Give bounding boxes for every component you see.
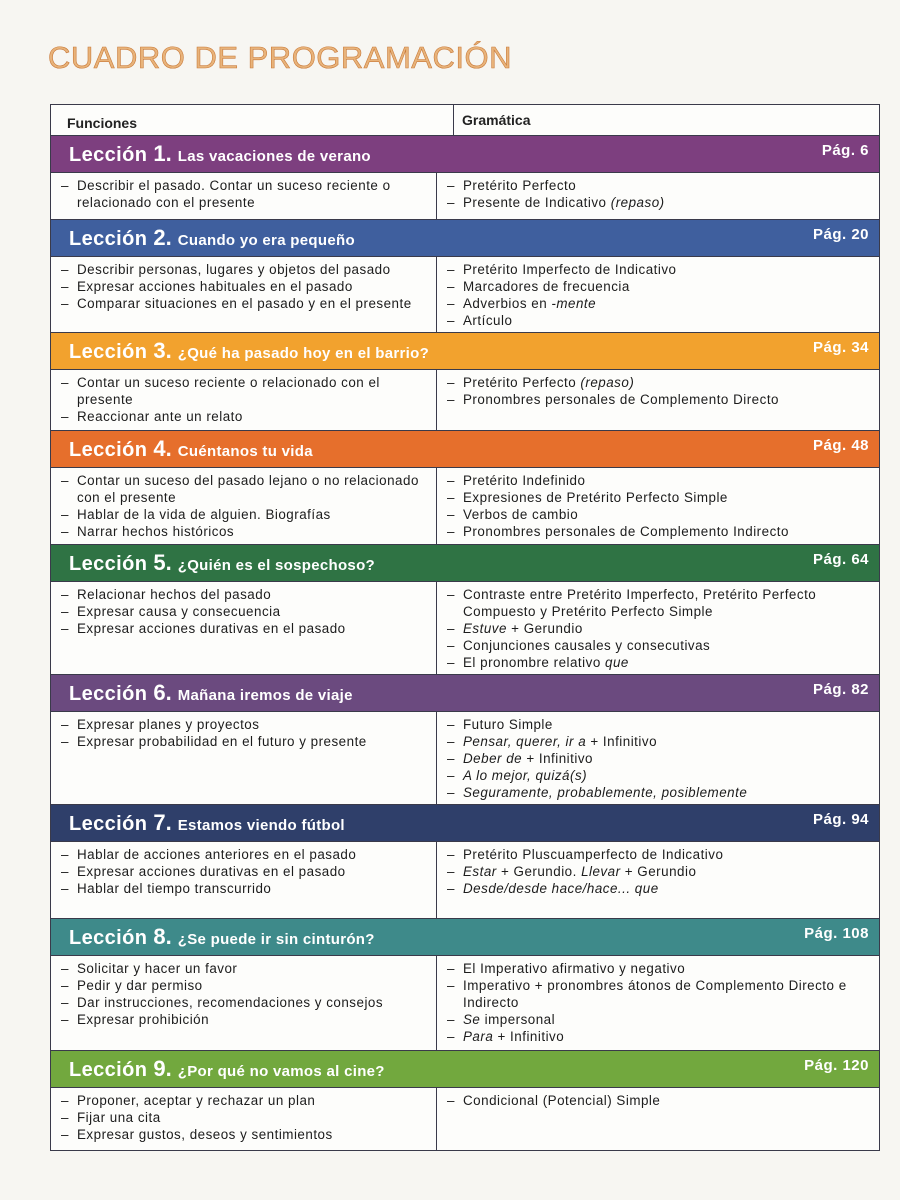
funcion-text: Solicitar y hacer un favor (77, 961, 238, 976)
lesson-name: Las vacaciones de verano (177, 148, 371, 165)
lesson-name: ¿Se puede ir sin cinturón? (177, 931, 375, 948)
lesson-header (51, 675, 879, 711)
gramatica-text: Verbos de cambio (463, 507, 579, 522)
gramatica-text: Para (463, 1029, 494, 1044)
gramatica-text: A lo mejor, quizá(s) (463, 768, 588, 783)
funcion-item: – Solicitar y hacer un favor (61, 961, 238, 976)
lesson-header (51, 545, 879, 581)
funcion-text: Fijar una cita (77, 1110, 161, 1125)
lesson-number: 5. (153, 550, 172, 575)
gramatica-cell (437, 173, 879, 219)
funcion-item: – Dar instrucciones, recomendaciones y consejos (61, 995, 384, 1010)
gramatica-text: Estuve (463, 621, 507, 636)
funcion-text: Expresar gustos, deseos y sentimientos (77, 1127, 333, 1142)
lesson-page: Pág. 34 (812, 339, 869, 356)
gramatica-text: Presente de Indicativo (463, 195, 611, 210)
gramatica-text: Desde/desde hace/hace... que (463, 881, 659, 896)
lesson-header (51, 136, 879, 172)
lesson-name: Cuando yo era pequeño (177, 232, 355, 249)
gramatica-cell (437, 1088, 879, 1150)
gramatica-item: – Pretérito Perfecto (447, 178, 577, 193)
funcion-text: Hablar del tiempo transcurrido (77, 881, 272, 896)
funcion-text: Describir personas, lugares y objetos del pasado (77, 262, 391, 277)
gramatica-item: – Imperativo + pronombres átonos de Complemento Directo e Indirecto (447, 978, 847, 1010)
funcion-item: – Expresar probabilidad en el futuro y presente (61, 734, 367, 749)
gramatica-text: + Gerundio (506, 621, 583, 636)
lesson-title (69, 680, 353, 706)
funcion-item: – Hablar de acciones anteriores en el pasado (61, 847, 357, 862)
gramatica-text: El Imperativo afirmativo y negativo (463, 961, 686, 976)
gramatica-item: – Verbos de cambio (447, 507, 579, 522)
gramatica-text: Estar (463, 864, 497, 879)
gramatica-text: + Infinitivo (586, 734, 658, 749)
gramatica-text: (repaso) (610, 195, 665, 210)
page-title: CUADRO DE PROGRAMACIÓN (48, 40, 512, 75)
funcion-item: – Expresar acciones durativas en el pasado (61, 621, 346, 636)
gramatica-item: – Seguramente, probablemente, posiblemente (447, 785, 748, 800)
gramatica-cell (437, 842, 879, 918)
gramatica-item: – Se impersonal (447, 1012, 556, 1027)
gramatica-cell (437, 956, 879, 1050)
gramatica-item: – Expresiones de Pretérito Perfecto Simple (447, 490, 728, 505)
gramatica-text: Adverbios en (463, 296, 552, 311)
lesson-body (51, 955, 879, 1051)
gramatica-text: Marcadores de frecuencia (463, 279, 630, 294)
gramatica-item: – Desde/desde hace/hace... que (447, 881, 659, 896)
lesson-title (69, 141, 371, 167)
lesson-page: Pág. 120 (804, 1057, 869, 1074)
lesson-page: Pág. 64 (812, 551, 869, 568)
gramatica-item: – Presente de Indicativo (repaso) (447, 195, 665, 210)
gramatica-text: Contraste entre Pretérito Imperfecto, Pretérito Perfecto Compuesto y Pretérito Perfecto Simple (463, 587, 817, 619)
funcion-item: – Expresar gustos, deseos y sentimientos (61, 1127, 333, 1142)
gramatica-text: impersonal (480, 1012, 556, 1027)
gramatica-item: – Artículo (447, 313, 513, 328)
gramatica-cell (437, 712, 879, 804)
funciones-cell (51, 257, 437, 332)
lesson-header (51, 919, 879, 955)
funcion-item: – Expresar acciones durativas en el pasado (61, 864, 346, 879)
funcion-item: – Expresar prohibición (61, 1012, 210, 1027)
lesson-title (69, 338, 429, 364)
funcion-text: Expresar probabilidad en el futuro y presente (77, 734, 367, 749)
funciones-cell (51, 842, 437, 918)
gramatica-item: – Estar + Gerundio. Llevar + Gerundio (447, 864, 697, 879)
lesson-body (51, 467, 879, 545)
gramatica-cell (437, 257, 879, 332)
lesson-word: Lección (69, 1059, 148, 1081)
funcion-text: Relacionar hechos del pasado (77, 587, 272, 602)
lesson-body (51, 1087, 879, 1150)
gramatica-text: Pensar, querer, ir a (463, 734, 587, 749)
lesson-number: 1. (153, 141, 172, 166)
funcion-item: – Pedir y dar permiso (61, 978, 203, 993)
funciones-cell (51, 173, 437, 219)
gramatica-item: – Para + Infinitivo (447, 1029, 565, 1044)
lesson-title (69, 436, 313, 462)
lesson-header (51, 431, 879, 467)
gramatica-cell (437, 582, 879, 674)
funcion-text: Expresar acciones habituales en el pasado (77, 279, 353, 294)
lesson-page: Pág. 48 (812, 437, 869, 454)
funcion-item: – Describir personas, lugares y objetos del pasado (61, 262, 391, 277)
lesson-word: Lección (69, 927, 148, 949)
funcion-text: Comparar situaciones en el pasado y en el presente (77, 296, 412, 311)
funcion-item: – Describir el pasado. Contar un suceso reciente o relacionado con el presente (61, 178, 391, 210)
gramatica-text: Condicional (Potencial) Simple (463, 1093, 661, 1108)
lesson-number: 7. (153, 810, 172, 835)
lesson-number: 4. (153, 436, 172, 461)
funcion-text: Proponer, aceptar y rechazar un plan (77, 1093, 316, 1108)
gramatica-item: – Adverbios en -mente (447, 296, 597, 311)
funciones-cell (51, 712, 437, 804)
lesson-page: Pág. 108 (804, 925, 869, 942)
gramatica-item: – Pretérito Imperfecto de Indicativo (447, 262, 677, 277)
funcion-item: – Contar un suceso reciente o relacionado con el presente (61, 375, 380, 407)
funcion-item: – Contar un suceso del pasado lejano o no relacionado con el presente (61, 473, 419, 505)
lessons-list (51, 136, 879, 1150)
header-funciones: Funciones (51, 105, 454, 135)
gramatica-text: Imperativo + pronombres átonos de Complemento Directo e Indirecto (463, 978, 847, 1010)
funcion-text: Contar un suceso reciente o relacionado con el presente (77, 375, 380, 407)
gramatica-cell (437, 468, 879, 544)
lesson-number: 6. (153, 680, 172, 705)
lesson-title (69, 550, 375, 576)
lesson-page: Pág. 82 (812, 681, 869, 698)
funcion-item: – Fijar una cita (61, 1110, 161, 1125)
funcion-text: Expresar acciones durativas en el pasado (77, 864, 346, 879)
lesson-name: Cuéntanos tu vida (177, 443, 313, 460)
gramatica-item: – Estuve + Gerundio (447, 621, 583, 636)
funcion-text: Expresar prohibición (77, 1012, 210, 1027)
lesson-number: 3. (153, 338, 172, 363)
lesson-body (51, 711, 879, 805)
gramatica-text: Pronombres personales de Complemento Directo (463, 392, 779, 407)
lesson-name: Mañana iremos de viaje (177, 687, 353, 704)
gramatica-item: – A lo mejor, quizá(s) (447, 768, 588, 783)
header-gramatica: Gramática (462, 112, 531, 128)
gramatica-item: – Deber de + Infinitivo (447, 751, 593, 766)
lesson-word: Lección (69, 553, 148, 575)
lesson-name: ¿Quién es el sospechoso? (177, 557, 375, 574)
gramatica-text: Se (463, 1012, 481, 1027)
gramatica-item: – Pensar, querer, ir a + Infinitivo (447, 734, 658, 749)
funcion-text: Reaccionar ante un relato (77, 409, 243, 424)
funcion-text: Dar instrucciones, recomendaciones y consejos (77, 995, 384, 1010)
gramatica-item: – Pretérito Pluscuamperfecto de Indicativo (447, 847, 724, 862)
gramatica-text: (repaso) (580, 375, 635, 390)
gramatica-item: – Condicional (Potencial) Simple (447, 1093, 661, 1108)
gramatica-text: Expresiones de Pretérito Perfecto Simple (463, 490, 728, 505)
gramatica-text: Conjunciones causales y consecutivas (463, 638, 711, 653)
funciones-cell (51, 582, 437, 674)
lesson-header (51, 220, 879, 256)
gramatica-text: Pretérito Indefinido (463, 473, 586, 488)
lesson-name: ¿Qué ha pasado hoy en el barrio? (177, 345, 430, 362)
gramatica-item: – El Imperativo afirmativo y negativo (447, 961, 686, 976)
gramatica-text: + Infinitivo (493, 1029, 565, 1044)
lesson-title (69, 924, 375, 950)
gramatica-item: – Contraste entre Pretérito Imperfecto, Pretérito Perfecto Compuesto y Pretérito Perfecto Simple (447, 587, 817, 619)
lesson-page: Pág. 6 (821, 142, 869, 159)
funcion-text: Expresar causa y consecuencia (77, 604, 281, 619)
lesson-header (51, 333, 879, 369)
table-header (51, 105, 879, 136)
funcion-text: Contar un suceso del pasado lejano o no relacionado con el presente (77, 473, 419, 505)
funcion-item: – Reaccionar ante un relato (61, 409, 243, 424)
lesson-word: Lección (69, 341, 148, 363)
funcion-item: – Hablar del tiempo transcurrido (61, 881, 272, 896)
gramatica-text: El pronombre relativo (463, 655, 605, 670)
lesson-title (69, 225, 355, 251)
gramatica-item: – Pretérito Indefinido (447, 473, 586, 488)
lesson-number: 8. (153, 924, 172, 949)
lesson-header (51, 805, 879, 841)
gramatica-cell (437, 370, 879, 430)
funcion-item: – Narrar hechos históricos (61, 524, 235, 539)
gramatica-item: – Pretérito Perfecto (repaso) (447, 375, 635, 390)
gramatica-text: Llevar (581, 864, 621, 879)
funcion-text: Hablar de la vida de alguien. Biografías (77, 507, 331, 522)
gramatica-item: – Futuro Simple (447, 717, 553, 732)
funcion-item: – Expresar planes y proyectos (61, 717, 260, 732)
lesson-body (51, 841, 879, 919)
funcion-item: – Hablar de la vida de alguien. Biografías (61, 507, 331, 522)
lesson-body (51, 172, 879, 220)
gramatica-item: – Marcadores de frecuencia (447, 279, 630, 294)
lesson-name: ¿Por qué no vamos al cine? (177, 1063, 385, 1080)
funcion-item: – Expresar acciones habituales en el pasado (61, 279, 353, 294)
funcion-text: Expresar planes y proyectos (77, 717, 260, 732)
gramatica-text: Pronombres personales de Complemento Indirecto (463, 524, 789, 539)
funciones-cell (51, 1088, 437, 1150)
gramatica-text: Pretérito Perfecto (463, 178, 577, 193)
gramatica-text: -mente (551, 296, 597, 311)
funciones-cell (51, 468, 437, 544)
lesson-title (69, 1056, 385, 1082)
funcion-item: – Expresar causa y consecuencia (61, 604, 281, 619)
funcion-text: Expresar acciones durativas en el pasado (77, 621, 346, 636)
lesson-number: 2. (153, 225, 172, 250)
funcion-text: Pedir y dar permiso (77, 978, 203, 993)
lesson-body (51, 369, 879, 431)
funcion-text: Describir el pasado. Contar un suceso reciente o relacionado con el presente (77, 178, 391, 210)
lesson-word: Lección (69, 813, 148, 835)
funcion-item: – Relacionar hechos del pasado (61, 587, 272, 602)
lesson-number: 9. (153, 1056, 172, 1081)
gramatica-text: que (605, 655, 629, 670)
gramatica-text: + Infinitivo (522, 751, 593, 766)
funcion-text: Narrar hechos históricos (77, 524, 235, 539)
gramatica-item: – Pronombres personales de Complemento Indirecto (447, 524, 789, 539)
lesson-word: Lección (69, 228, 148, 250)
lesson-page: Pág. 20 (812, 226, 869, 243)
gramatica-text: + Gerundio. (496, 864, 582, 879)
gramatica-text: Futuro Simple (463, 717, 553, 732)
gramatica-text: Deber de (463, 751, 523, 766)
lesson-body (51, 581, 879, 675)
gramatica-text: Pretérito Pluscuamperfecto de Indicativo (463, 847, 724, 862)
funcion-item: – Proponer, aceptar y rechazar un plan (61, 1093, 316, 1108)
funciones-cell (51, 956, 437, 1050)
lesson-word: Lección (69, 683, 148, 705)
lesson-title (69, 810, 345, 836)
gramatica-text: Pretérito Imperfecto de Indicativo (463, 262, 677, 277)
lesson-header (51, 1051, 879, 1087)
funcion-item: – Comparar situaciones en el pasado y en el presente (61, 296, 412, 311)
funciones-cell (51, 370, 437, 430)
lesson-name: Estamos viendo fútbol (177, 817, 345, 834)
lesson-word: Lección (69, 144, 148, 166)
lesson-word: Lección (69, 439, 148, 461)
lesson-page: Pág. 94 (812, 811, 869, 828)
gramatica-text: Pretérito Perfecto (463, 375, 581, 390)
gramatica-item: – El pronombre relativo que (447, 655, 629, 670)
gramatica-item: – Pronombres personales de Complemento Directo (447, 392, 779, 407)
gramatica-item: – Conjunciones causales y consecutivas (447, 638, 711, 653)
gramatica-text: + Gerundio (620, 864, 697, 879)
funcion-text: Hablar de acciones anteriores en el pasado (77, 847, 357, 862)
gramatica-text: Seguramente, probablemente, posiblemente (463, 785, 748, 800)
lesson-body (51, 256, 879, 333)
programming-table (50, 104, 880, 1151)
gramatica-text: Artículo (463, 313, 513, 328)
